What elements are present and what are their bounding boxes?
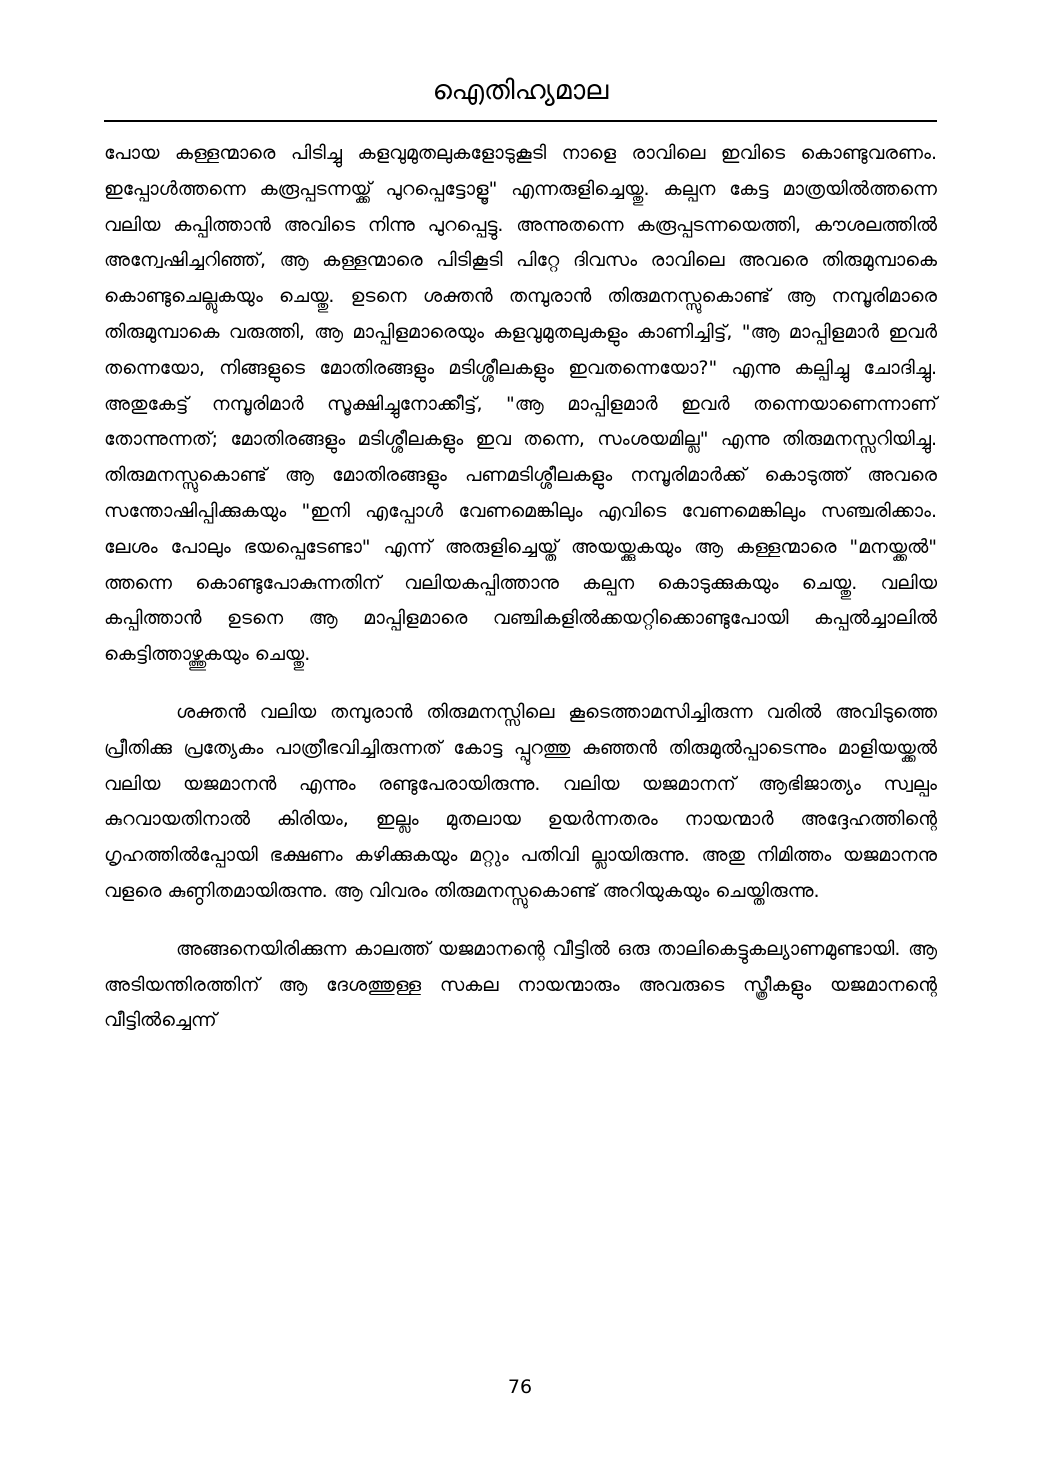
paragraph-3: അങ്ങനെയിരിക്കുന്ന കാലത്ത് യജമാനന്റെ വീട്ടിൽ ഒരു താലികെട്ടുകല്യാണമുണ്ടായി. ആ അടിയന്തിരത്തിന് ആ ദേശത്തുള്ള സകല നായന്മാരും അവരുടെ സ്ത്രീകളും യജമാനന്റെ വീട്ടിൽച്ചെന്ന് <box>104 937 937 1032</box>
paragraph-2: ശക്തൻ വലിയ തമ്പുരാൻ തിരുമനസ്സിലെ കൂടെത്താമസിച്ചിരുന്ന വരിൽ അവിടുത്തെ പ്രീതിക്കു പ്രത്യേകം പാത്രീഭവിച്ചിരുന്നത് കോട്ട പ്പുറത്തു കുഞ്ഞൻ തിരുമുൽപ്പാടെന്നും മാളിയയ്ക്കൽ വലിയ യജമാനൻ എന്നും രണ്ടുപേരായിരുന്നു. വലിയ യജമാനന് ആഭിജാത്യം സ്വല്പം കുറവായതിനാൽ കിരിയം, ഇല്ലം മുതലായ ഉയർന്നതരം നായന്മാർ അദ്ദേഹത്തിന്റെ ഗൃഹത്തിൽപ്പോയി ഭക്ഷണം കഴിക്കുകയും മറ്റും പതിവി ല്ലായിരുന്നു. അതു നിമിത്തം യജമാനനു വളരെ കുണ്ഠിതമായിരുന്നു. ആ വിവരം തിരുമനസ്സുകൊണ്ട് അറിയുകയും ചെയ്തിരുന്നു. <box>104 700 937 902</box>
header-rule <box>104 120 937 122</box>
running-header-title: ഐതിഹ്യമാല <box>432 75 609 106</box>
body-text <box>104 136 937 1039</box>
paragraph-1: പോയ കള്ളന്മാരെ പിടിച്ചു കളവുമുതലുകളോടുകൂടി നാളെ രാവിലെ ഇവിടെ കൊണ്ടുവരണം. ഇപ്പോൾത്തന്നെ കരൂപ്പടന്നയ്ക്ക് പുറപ്പെട്ടോളൂ" എന്നരുളിച്ചെയ്തു. കല്പന കേട്ട മാത്രയിൽത്തന്നെ വലിയ കപ്പിത്താൻ അവിടെ നിന്നു പുറപ്പെട്ടു. അന്നുതന്നെ കരൂപ്പടന്നയെത്തി, കൗശലത്തിൽ അന്വേഷിച്ചറിഞ്ഞ്, ആ കള്ളന്മാരെ പിടികൂടി പിറ്റേ ദിവസം രാവിലെ അവരെ തിരുമുമ്പാകെ കൊണ്ടുചെല്ലുകയും ചെയ്തു. ഉടനെ ശക്തൻ തമ്പുരാൻ തിരുമനസ്സുകൊണ്ട് ആ നമ്പൂരിമാരെ തിരുമുമ്പാകെ വരുത്തി, ആ മാപ്പിളമാരെയും കളവുമുതലുകളും കാണിച്ചിട്ട്, "ആ മാപ്പിളമാർ ഇവർ തന്നെയോ, നിങ്ങളുടെ മോതിരങ്ങളും മടിശ്ശീലകളും ഇവതന്നെയോ?" എന്നു കല്പിച്ചു ചോദിച്ചു. അതുകേട്ട് നമ്പൂരിമാർ സൂക്ഷിച്ചുനോക്കീട്ട്, "ആ മാപ്പിളമാർ ഇവർ തന്നെയാണെന്നാണ് തോന്നുന്നത്; മോതിരങ്ങളും മടിശ്ശീലകളും ഇവ തന്നെ, സംശയമില്ല" എന്നു തിരുമനസ്സറിയിച്ചു. തിരുമനസ്സുകൊണ്ട് ആ മോതിരങ്ങളും പണമടിശ്ശീലകളും നമ്പൂരിമാർക്ക് കൊടുത്ത് അവരെ സന്തോഷിപ്പിക്കുകയും "ഇനി എപ്പോൾ വേണമെങ്കിലും എവിടെ വേണമെങ്കിലും സഞ്ചരിക്കാം. ലേശം പോലും ഭയപ്പെടേണ്ടാ" എന്ന് അരുളിച്ചെയ്ത് അയയ്ക്കുകയും ആ കള്ളന്മാരെ "മനയ്ക്കൽ" ത്തന്നെ കൊണ്ടുപോകുന്നതിന് വലിയകപ്പിത്താനു കല്പന കൊടുക്കുകയും ചെയ്തു. വലിയ കപ്പിത്താൻ ഉടനെ ആ മാപ്പിളമാരെ വഞ്ചികളിൽക്കയറ്റിക്കൊണ്ടുപോയി കപ്പൽച്ചാലിൽ കെട്ടിത്താഴ്ത്തുകയും ചെയ്തു. <box>104 142 937 666</box>
page-number: 76 <box>507 1376 533 1398</box>
